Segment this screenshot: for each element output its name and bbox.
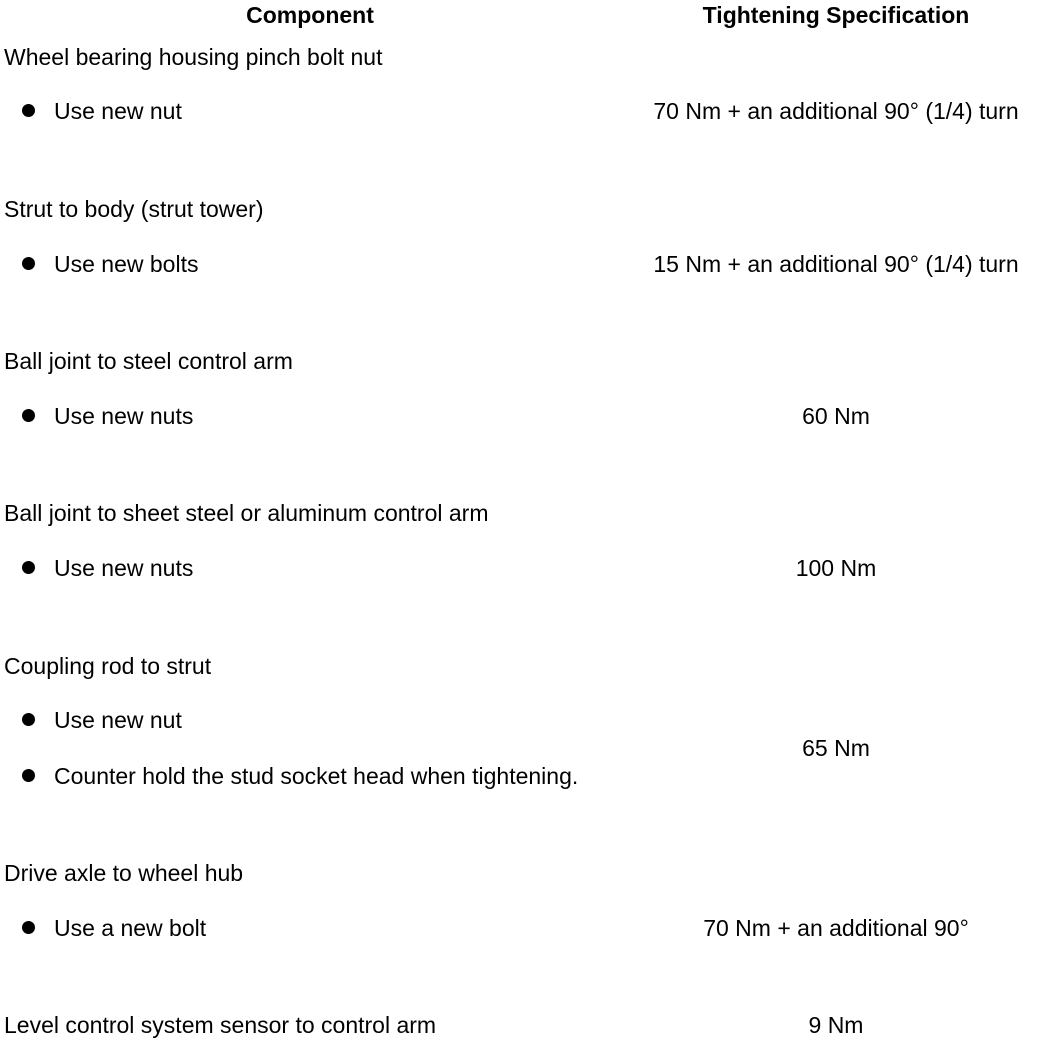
tightening-spec: 70 Nm + an additional 90°	[703, 915, 969, 941]
bullet-icon	[22, 713, 35, 726]
tightening-spec: 60 Nm	[802, 403, 870, 429]
tightening-spec: 65 Nm	[802, 735, 870, 761]
note-text: Use a new bolt	[54, 915, 207, 941]
component-name: Coupling rod to strut	[4, 653, 212, 679]
specification-column-header: Tightening Specification	[702, 2, 970, 28]
note-text: Use new bolts	[54, 251, 199, 277]
note-text: Counter hold the stud socket head when tightening.	[54, 763, 579, 789]
note-text: Use new nuts	[54, 403, 194, 429]
note-item	[22, 762, 578, 790]
component-name: Ball joint to sheet steel or aluminum control arm	[4, 500, 489, 526]
bullet-icon	[22, 104, 35, 117]
tightening-spec: 100 Nm	[795, 555, 877, 581]
component-name: Drive axle to wheel hub	[4, 860, 244, 886]
note-item	[22, 97, 182, 125]
note-text: Use new nut	[54, 707, 182, 733]
note-item	[22, 706, 182, 734]
component-name: Ball joint to steel control arm	[4, 348, 293, 374]
component-name: Wheel bearing housing pinch bolt nut	[4, 44, 383, 70]
component-name: Level control system sensor to control arm	[4, 1012, 437, 1038]
note-text: Use new nuts	[54, 555, 194, 581]
bullet-icon	[22, 257, 35, 270]
note-text: Use new nut	[54, 98, 182, 124]
tightening-spec: 70 Nm + an additional 90° (1/4) turn	[653, 98, 1019, 124]
note-item	[22, 554, 193, 582]
note-item	[22, 914, 206, 942]
note-item	[22, 250, 198, 278]
note-item	[22, 402, 193, 430]
bullet-icon	[22, 409, 35, 422]
bullet-icon	[22, 561, 35, 574]
component-name: Strut to body (strut tower)	[4, 196, 264, 222]
component-column-header: Component	[246, 2, 374, 28]
bullet-icon	[22, 769, 35, 782]
tightening-spec: 9 Nm	[808, 1012, 864, 1038]
tightening-spec: 15 Nm + an additional 90° (1/4) turn	[653, 251, 1019, 277]
bullet-icon	[22, 921, 35, 934]
